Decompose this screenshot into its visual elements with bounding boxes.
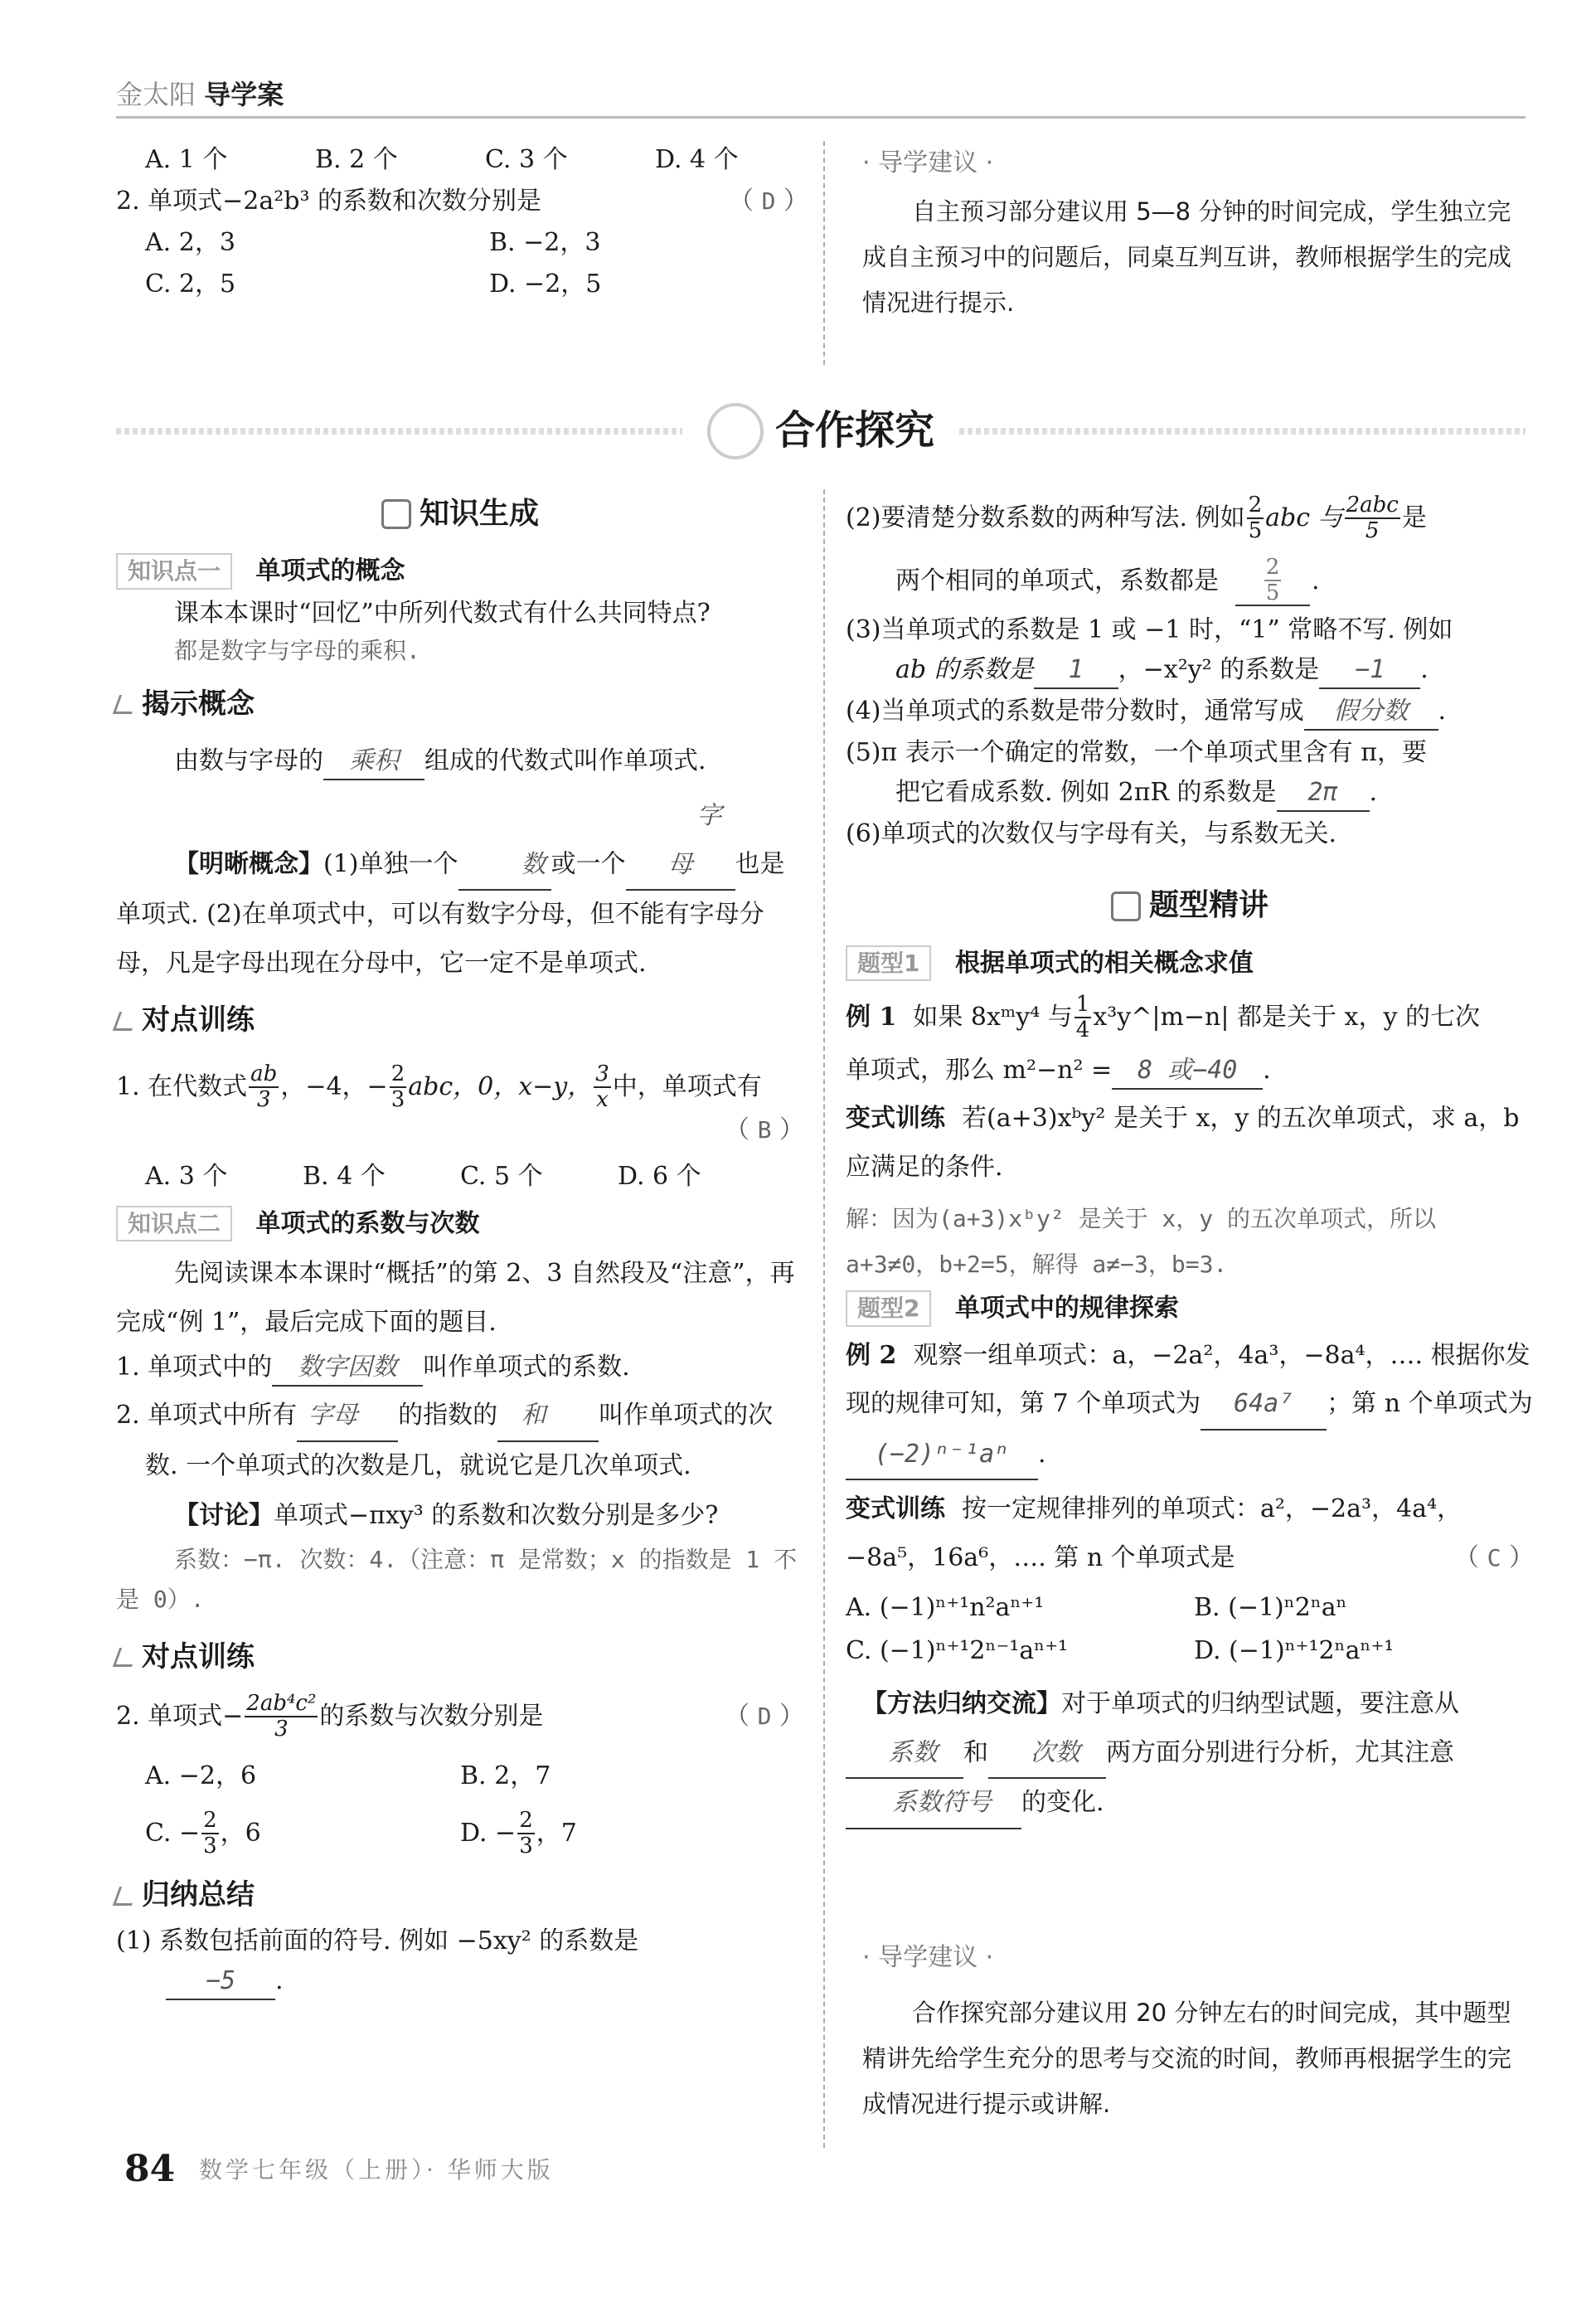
opt-text: D. − — [460, 1818, 517, 1848]
train2-text: 对点训练 — [142, 1639, 255, 1673]
clarify-blank-1: 数 — [458, 841, 551, 891]
q1-option: A. 1 个 — [145, 145, 228, 174]
frac-num: 2 — [1248, 493, 1263, 517]
method-blank-2: 次数 — [988, 1729, 1106, 1780]
var1-label: 变式训练 — [846, 1104, 945, 1134]
clarify-label: 【明晰概念】 — [174, 849, 323, 879]
kp2-tag: 知识点二 — [116, 1206, 232, 1241]
banner-title-wrap — [707, 403, 934, 459]
frac-den: x — [596, 1086, 609, 1112]
r5-line-2: 把它看成系数. 例如 2πR 的系数是 2π . — [846, 775, 1534, 812]
summary-text: 归纳总结 — [142, 1878, 255, 1912]
t1-option: C. 5 个 — [460, 1162, 543, 1192]
method-blank-1: 系数 — [846, 1729, 963, 1780]
var2-option: C. (−1)ⁿ⁺¹2ⁿ⁻¹aⁿ⁺¹ — [846, 1636, 1069, 1666]
type1-header — [846, 945, 1534, 981]
q2-stem: 2. 单项式−2a²b³ 的系数和次数分别是 — [116, 187, 542, 216]
var2-question — [846, 1485, 1534, 1582]
var2-answer: C — [1487, 1543, 1501, 1571]
var2-label: 变式训练 — [846, 1494, 945, 1524]
frac-den: 5 — [1248, 517, 1263, 543]
t2-option-d — [460, 1809, 577, 1858]
t2-stem-row — [116, 1692, 804, 1741]
type2-title: 单项式中的规律探索 — [954, 1294, 1179, 1324]
q2-answer-paren: （ D ） — [729, 187, 808, 216]
t1-answer-paren: （ B ） — [725, 1115, 804, 1145]
t2-text-a: 2. 单项式− — [116, 1701, 244, 1731]
t2-stem — [116, 1692, 543, 1741]
type2-header — [846, 1290, 1534, 1326]
opt-text: C. − — [145, 1818, 201, 1848]
header-brand — [116, 76, 284, 114]
column-divider-top — [823, 141, 825, 365]
def-text-a: 由数与字母的 — [174, 746, 323, 776]
q2-answer: D — [761, 187, 776, 215]
pen-icon — [113, 1012, 138, 1031]
q2-option: C. 2，5 — [145, 270, 236, 299]
s1-blank: −5 — [166, 1964, 275, 2000]
frac-den: 3 — [274, 1716, 289, 1742]
i2-text-c: 叫作单项式的次数. 一个单项式的次数是几，就说它是几次单项式. — [145, 1401, 774, 1480]
page-number: 84 — [124, 2148, 176, 2190]
t1-frac-1 — [249, 1062, 279, 1111]
r2-text-a: (2)要清楚分数系数的两种写法. 例如 — [846, 503, 1245, 532]
section-banner — [116, 390, 1526, 473]
t1-answer: B — [757, 1116, 772, 1144]
i2-blank-1: 字母 — [297, 1392, 398, 1442]
type1-title: 根据单项式的相关概念求值 — [954, 948, 1254, 978]
frac-den: 5 — [1365, 517, 1380, 543]
var1-text: 若(a+3)xᵇy² 是关于 x，y 的五次单项式，求 a，b 应满足的条件. — [846, 1104, 1520, 1182]
frac-num: 2abc — [1346, 493, 1399, 517]
frac-den: 5 — [1265, 580, 1280, 605]
opt-text: ，7 — [536, 1818, 577, 1848]
r2-line-2: 两个相同的单项式，系数都是 $\frac{2}{5}$ . — [895, 555, 1320, 605]
frac-den: 4 — [1075, 1017, 1090, 1042]
discuss-question: 单项式−πxy³ 的系数和次数分别是多少? — [274, 1501, 719, 1531]
banner-bar-left — [116, 428, 682, 435]
r2-line — [846, 493, 1534, 542]
t2-frac — [245, 1692, 318, 1741]
def-text-b: 组成的代数式叫作单项式. — [424, 746, 706, 776]
discuss-answer: 系数：−π. 次数：4.（注意：π 是常数；x 的指数是 1 不是 0）. — [116, 1546, 798, 1613]
clarify-text-b: 或一个 — [551, 849, 626, 879]
i1-text-b: 叫作单项式的系数. — [423, 1353, 630, 1382]
q1-option: B. 2 个 — [315, 145, 398, 174]
t2-options-row2 — [116, 1809, 804, 1858]
r5-text-b: 把它看成系数. 例如 2πR 的系数是 — [895, 778, 1277, 808]
book-icon — [1111, 891, 1141, 921]
var2-options-row2 — [846, 1634, 1534, 1669]
var2-option: B. (−1)ⁿ2ⁿaⁿ — [1194, 1593, 1347, 1623]
train1-text: 对点训练 — [142, 1003, 255, 1037]
t1-frac-3 — [594, 1062, 611, 1111]
q2-options-row1 — [145, 226, 808, 260]
r2-text-b: 是 — [1401, 503, 1427, 532]
r4-text-a: (4)当单项式的系数是带分数时，通常写成 — [846, 697, 1304, 726]
knowledge-heading — [116, 493, 804, 535]
swirl-icon — [707, 403, 764, 459]
frac-num: ab — [250, 1061, 278, 1086]
t2-option-c — [145, 1809, 460, 1858]
method-text-d: 的变化. — [1021, 1788, 1104, 1818]
def-blank: 乘积 — [323, 744, 424, 780]
header-rule — [116, 116, 1526, 119]
ex1-blank: 8 或−40 — [1112, 1053, 1263, 1090]
column-divider — [823, 489, 825, 2148]
guide-title: · 导学建议 · — [862, 1943, 994, 1972]
ex1-text-b: x³y^|m−n| 都是关于 x，y 的七次 — [1093, 1002, 1480, 1032]
method-label: 【方法归纳交流】 — [862, 1689, 1061, 1719]
clarify-paragraph — [116, 792, 804, 988]
t2-answer-paren: （ D ） — [725, 1701, 804, 1731]
t2-options-row1 — [116, 1759, 804, 1794]
t2-answer: D — [757, 1702, 772, 1730]
guide-title: · 导学建议 · — [862, 148, 994, 177]
ex2-blank-2: (−2)ⁿ⁻¹aⁿ — [846, 1431, 1038, 1481]
var2-option: D. (−1)ⁿ⁺¹2ⁿaⁿ⁺¹ — [1194, 1636, 1395, 1666]
book-icon — [381, 499, 411, 529]
pen-icon — [113, 1648, 138, 1667]
types-heading-text: 题型精讲 — [1148, 888, 1269, 923]
i2-blank-2: 和 — [497, 1392, 599, 1442]
train2-heading — [116, 1638, 804, 1678]
opt-frac — [201, 1809, 219, 1858]
r2-blank-frac — [1235, 556, 1310, 606]
ex1-frac — [1075, 993, 1092, 1042]
banner-bar-right — [959, 428, 1526, 435]
t1-text-b: ，−4，− — [280, 1071, 388, 1101]
kp1-title: 单项式的概念 — [255, 556, 405, 586]
clarify-blank-2: 字母 — [626, 792, 735, 891]
frac-num: 2 — [519, 1808, 533, 1834]
q2-row — [116, 184, 808, 219]
r6-line: (6)单项式的次数仅与字母有关，与系数无关. — [846, 819, 1337, 849]
t1-stem — [116, 1062, 804, 1111]
opt-frac — [517, 1809, 535, 1858]
var2-answer-paren: （ C ） — [1454, 1542, 1534, 1572]
opt-text: ，6 — [220, 1818, 261, 1848]
t1-option: A. 3 个 — [145, 1162, 228, 1192]
ex1-text-a: 如果 8xᵐy⁴ 与 — [913, 1002, 1073, 1032]
definition — [116, 744, 804, 780]
t1-text-a: 1. 在代数式 — [116, 1071, 248, 1101]
var2-options-row1 — [846, 1591, 1534, 1625]
var2-text: 按一定规律排列的单项式：a²，−2a³，4a⁴，−8a⁵，16a⁶，…. 第 n 个单项式是 — [846, 1494, 1463, 1572]
ex1-text-c: 单项式，那么 m²−n² = — [846, 1056, 1113, 1086]
t1-text-c: abc，0，x−y， — [408, 1071, 593, 1101]
frac-num: 1 — [1075, 991, 1090, 1017]
guide-box-1 — [862, 146, 1526, 326]
i1-text-a: 1. 单项式中的 — [116, 1353, 273, 1382]
left-column — [116, 493, 804, 2000]
i1-blank: 数字因数 — [272, 1350, 423, 1387]
r3-blank-1: 1 — [1034, 653, 1118, 689]
q1-option: C. 3 个 — [485, 145, 568, 174]
summary-heading — [116, 1876, 804, 1916]
t2-option: A. −2，6 — [145, 1761, 257, 1791]
brand-name: 金太阳 — [116, 79, 196, 110]
r5-blank: 2π — [1277, 775, 1370, 812]
ex2-blank-1: 64a⁷ — [1201, 1380, 1327, 1431]
guide-text: 自主预习部分建议用 5—8 分钟的时间完成，学生独立完成自主预习中的问题后，同桌互判互讲，教师根据学生的完成情况进行提示. — [862, 197, 1512, 318]
reveal-text: 揭示概念 — [142, 687, 255, 721]
clarify-text-a: (1)单独一个 — [323, 849, 458, 879]
frac-num: 2 — [391, 1061, 405, 1086]
t2-option: B. 2，7 — [460, 1761, 551, 1791]
ex2-label: 例 2 — [846, 1340, 897, 1370]
summary-item-1-blank-row: −5 . — [116, 1964, 804, 2000]
q2-option: A. 2，3 — [145, 228, 235, 257]
kp2-title: 单项式的系数与次数 — [255, 1209, 480, 1239]
discuss-label: 【讨论】 — [174, 1501, 274, 1531]
types-heading — [846, 885, 1534, 926]
var1-answer: 解：因为(a+3)xᵇy² 是关于 x，y 的五次单项式，所以 a+3≠0，b+2=5，解得 a≠−3，b=3. — [846, 1205, 1437, 1278]
r3-text-c: ，−x²y² 的系数是 — [1118, 655, 1320, 685]
q1-option: D. 4 个 — [655, 145, 739, 174]
r3-text-b: ab 的系数是 — [895, 655, 1034, 685]
frac-den: 3 — [391, 1086, 405, 1112]
kp1-header — [116, 553, 804, 589]
right-column — [846, 493, 1534, 1829]
frac-den: 3 — [519, 1833, 533, 1858]
ex2-line: 例 2 观察一组单项式：a，−2a²，4a³，−8a⁴，…. 根据你发现的规律可知，第 7 个单项式为 64a⁷ ；第 n 个单项式为(−2)ⁿ⁻¹aⁿ . — [846, 1332, 1534, 1481]
r4-blank: 假分数 — [1304, 694, 1438, 731]
r2-text-c: 两个相同的单项式，系数都是 — [895, 566, 1219, 595]
brand-title: 导学案 — [204, 79, 284, 110]
t1-option: B. 4 个 — [303, 1162, 386, 1192]
t1-frac-2 — [390, 1062, 407, 1111]
r3-line-2: ab 的系数是 1 ，−x²y² 的系数是 −1 . — [846, 653, 1534, 689]
t1-options — [116, 1159, 804, 1194]
kp1-tag: 知识点一 — [116, 553, 232, 589]
r2-frac-1 — [1247, 493, 1264, 542]
var1-question — [846, 1095, 1534, 1192]
t1-option: D. 6 个 — [618, 1162, 701, 1192]
method-text-c: 两方面分别进行分析，尤其注意 — [1106, 1737, 1454, 1767]
i2-text-b: 的指数的 — [398, 1401, 498, 1431]
method-paragraph — [846, 1680, 1534, 1829]
r2-text-mid: abc 与 — [1265, 503, 1343, 532]
ex2-text-b: ；第 n 个单项式为 — [1327, 1389, 1533, 1419]
kp1-answer: 都是数字与字母的乘积. — [174, 636, 420, 664]
banner-title: 合作探究 — [775, 407, 935, 454]
frac-den: 3 — [256, 1086, 271, 1112]
frac-num: 2 — [1265, 555, 1280, 580]
method-text-b: 和 — [963, 1737, 988, 1767]
r3-blank-2: −1 — [1319, 653, 1420, 689]
pen-icon — [113, 695, 138, 714]
method-blank-3: 系数符号 — [846, 1779, 1021, 1829]
t2-text-b: 的系数与次数分别是 — [319, 1701, 544, 1731]
kp2-item-1 — [116, 1350, 804, 1387]
ex1-label: 例 1 — [846, 1002, 897, 1032]
knowledge-heading-text: 知识生成 — [419, 497, 539, 531]
train1-heading — [116, 1001, 804, 1041]
kp1-question: 课本本课时“回忆”中所列代数式有什么共同特点? — [174, 598, 711, 628]
ex1-line-2: 单项式，那么 m²−n² = 8 或−40 . — [846, 1053, 1534, 1090]
ex2-text-a: 观察一组单项式：a，−2a²，4a³，−8a⁴，…. 根据你发现的规律可知，第 7 个单项式为 — [846, 1340, 1531, 1419]
frac-num: 3 — [595, 1061, 609, 1086]
summary-item-1: (1) 系数包括前面的符号. 例如 −5xy² 的系数是 — [116, 1926, 639, 1956]
q2-options-row2 — [145, 267, 808, 302]
pen-icon — [113, 1887, 138, 1906]
q2-option: D. −2，5 — [489, 270, 602, 299]
guide-box-2 — [862, 1941, 1526, 2127]
frac-num: 2ab⁴c² — [246, 1691, 317, 1717]
ex1-line — [846, 993, 1534, 1042]
frac-den: 3 — [203, 1833, 217, 1858]
top-left-block — [116, 143, 808, 302]
var2-option: A. (−1)ⁿ⁺¹n²aⁿ⁺¹ — [846, 1593, 1045, 1623]
discuss — [116, 1499, 804, 1533]
type1-tag: 题型1 — [846, 945, 931, 981]
r4-line: (4)当单项式的系数是带分数时，通常写成 假分数 . — [846, 694, 1534, 731]
type2-tag: 题型2 — [846, 1290, 931, 1326]
kp2-header — [116, 1206, 804, 1241]
q2-option: B. −2，3 — [489, 228, 601, 257]
r3-line: (3)当单项式的系数是 1 或 −1 时，“1” 常略不写. 例如 — [846, 615, 1453, 645]
r5-line: (5)π 表示一个确定的常数，一个单项式里含有 π，要 — [846, 738, 1428, 768]
clarify-text-c: 也是单项式. (2)在单项式中，可以有数字分母，但不能有字母分母，凡是字母出现在分母中，它一定不是单项式. — [116, 849, 785, 978]
i2-text-a: 2. 单项式中所有 — [116, 1401, 298, 1431]
t1-text-d: 中，单项式有 — [612, 1071, 762, 1101]
r2-frac-2 — [1345, 493, 1400, 542]
footer-text: 数学七年级（上册）· 华师大版 — [199, 2156, 554, 2184]
frac-num: 2 — [203, 1808, 217, 1834]
method-text-a: 对于单项式的归纳型试题，要注意从 — [1061, 1689, 1459, 1719]
reveal-heading — [116, 685, 804, 725]
q1-options — [145, 143, 808, 177]
kp2-intro: 先阅读课本本课时“概括”的第 2、3 自然段及“注意”，再完成“例 1”，最后完成下面的题目. — [116, 1259, 795, 1337]
kp2-item-2 — [116, 1392, 804, 1490]
guide-text: 合作探究部分建议用 20 分钟左右的时间完成，其中题型精讲先给学生充分的思考与交流的时间，教师再根据学生的完成情况进行提示或讲解. — [862, 1999, 1512, 2119]
